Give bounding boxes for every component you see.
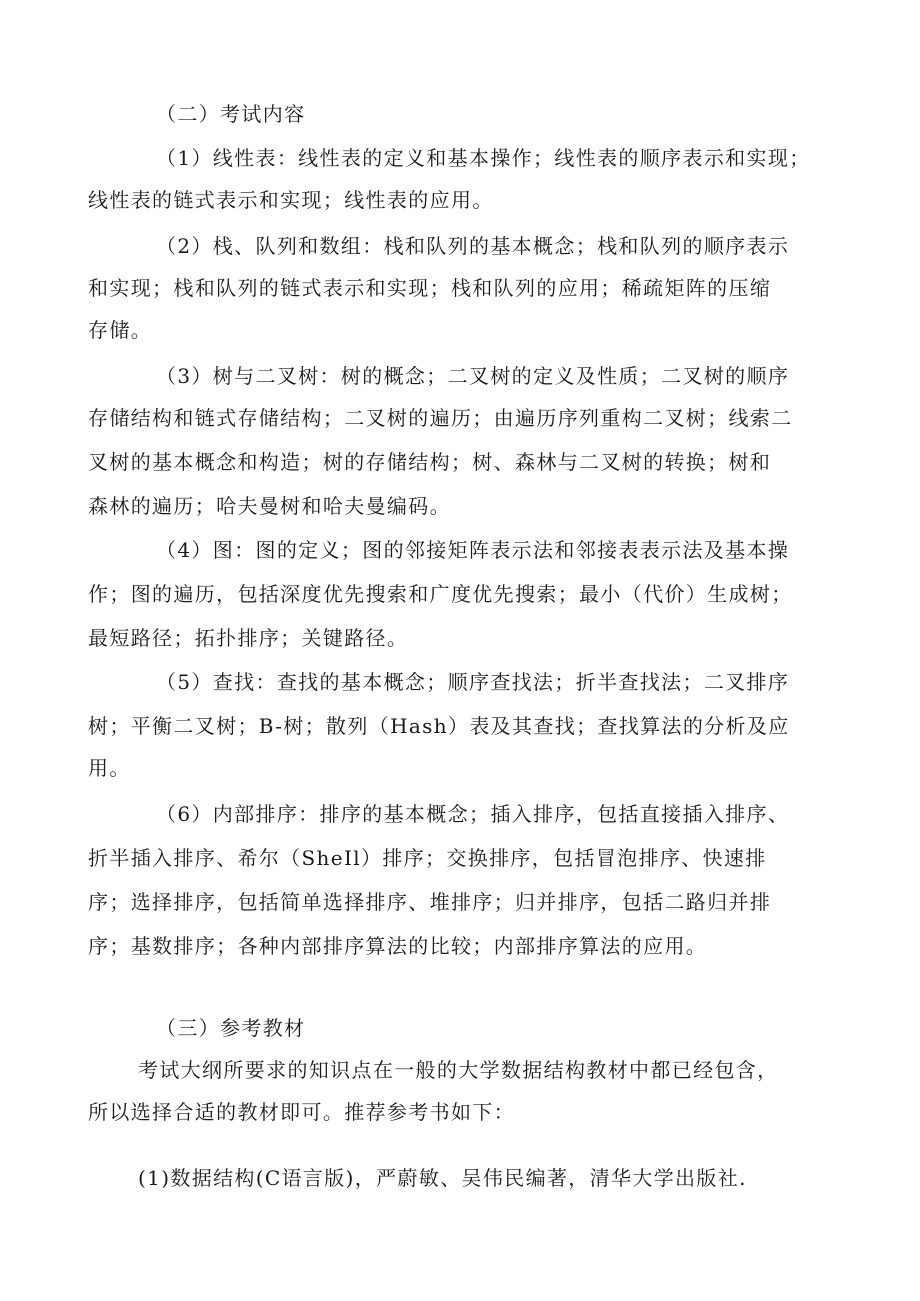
paragraph-line: 树；平衡二叉树；B-树；散列（Hash）表及其查找；查找算法的分析及应 [88, 714, 790, 738]
paragraph-line: 作；图的遍历，包括深度优先搜索和广度优先搜索；最小（代价）生成树； [88, 582, 793, 606]
paragraph-line: 用。 [88, 756, 131, 780]
paragraph-line: 折半插入排序、希尔（SheIl）排序；交换排序，包括冒泡排序、快速排 [88, 846, 767, 870]
paragraph-line: 序；选择排序，包括简单选择排序、堆排序；归并排序，包括二路归并排 [88, 890, 772, 914]
paragraph-line: （5）查找：查找的基本概念；顺序查找法；折半查找法；二叉排序 [156, 670, 790, 694]
paragraph-line: 最短路径；拓扑排序；关键路径。 [88, 626, 409, 650]
paragraph-line: （3）树与二叉树：树的概念；二叉树的定义及性质；二叉树的顺序 [156, 364, 790, 388]
paragraph-line: 存储。 [88, 318, 153, 342]
section-heading-exam-content: （二）考试内容 [156, 102, 306, 126]
paragraph-line: 线性表的链式表示和实现；线性表的应用。 [88, 188, 494, 212]
paragraph-line: （6）内部排序：排序的基本概念；插入排序，包括直接插入排序、 [156, 802, 790, 826]
paragraph-line: 所以选择合适的教材即可。推荐参考书如下： [88, 1100, 515, 1124]
paragraph-line: 森林的遍历；哈夫曼树和哈夫曼编码。 [88, 494, 451, 518]
section-heading-references: （三）参考教材 [156, 1016, 306, 1040]
reference-book-item: (1)数据结构(C语言版)，严蔚敏、吴伟民编著，清华大学出版社. [138, 1166, 747, 1190]
paragraph-line: 考试大纲所要求的知识点在一般的大学数据结构教材中都已经包含， [138, 1058, 779, 1082]
paragraph-line: （1）线性表：线性表的定义和基本操作；线性表的顺序表示和实现； [156, 146, 811, 170]
paragraph-line: 序；基数排序；各种内部排序算法的比较；内部排序算法的应用。 [88, 934, 708, 958]
paragraph-line: （4）图：图的定义；图的邻接矩阵表示法和邻接表表示法及基本操 [156, 538, 790, 562]
paragraph-line: （2）栈、队列和数组：栈和队列的基本概念；栈和队列的顺序表示 [156, 234, 790, 258]
paragraph-line: 和实现；栈和队列的链式表示和实现；栈和队列的应用；稀疏矩阵的压缩 [88, 276, 772, 300]
paragraph-line: 存储结构和链式存储结构；二叉树的遍历；由遍历序列重构二叉树；线索二 [88, 406, 793, 430]
paragraph-line: 叉树的基本概念和构造；树的存储结构；树、森林与二叉树的转换；树和 [88, 450, 772, 474]
